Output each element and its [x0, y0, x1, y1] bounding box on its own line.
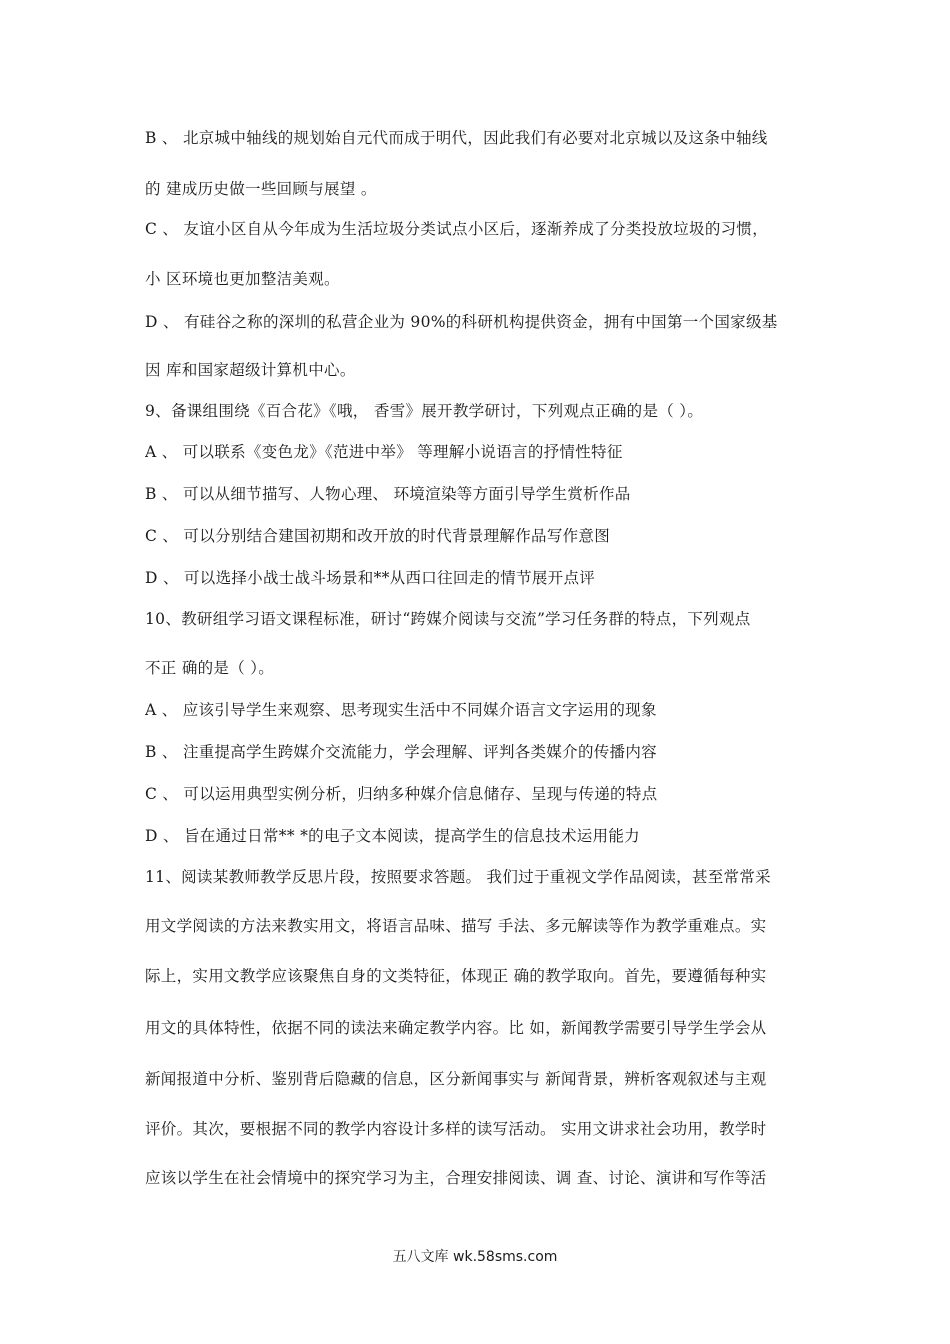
text-line: 评价。其次，要根据不同的教学内容设计多样的读写活动。 实用文讲求社会功用，教学时 [145, 1120, 767, 1138]
question-11-stem: 11、阅读某教师教学反思片段，按照要求答题。 我们过于重视文学作品阅读，甚至常常采 [145, 868, 771, 886]
text-line: 际上，实用文教学应该聚焦自身的文类特征，体现正 确的教学取向。首先，要遵循每种实 [145, 967, 767, 985]
text-line: D 、 有硅谷之称的深圳的私营企业为 90%的科研机构提供资金，拥有中国第一个国家级基 [145, 313, 778, 331]
text-line: 小 区环境也更加整洁美观。 [145, 270, 340, 288]
text-line: 应该以学生在社会情境中的探究学习为主，合理安排阅读、调 查、讨论、演讲和写作等活 [145, 1169, 767, 1187]
text-line: 用文的具体特性，依据不同的读法来确定教学内容。比 如，新闻教学需要引导学生学会从 [145, 1019, 767, 1037]
question-10-option-d: D 、 旨在通过日常** *的电子文本阅读，提高学生的信息技术运用能力 [145, 827, 640, 845]
question-9-option-a: A 、 可以联系《变色龙》《范进中举》 等理解小说语言的抒情性特征 [145, 443, 623, 461]
page-footer: 五八文库 wk.58sms.com [392, 1249, 558, 1265]
question-9-option-b: B 、 可以从细节描写、人物心理、 环境渲染等方面引导学生赏析作品 [145, 485, 631, 503]
question-10-option-a: A 、 应该引导学生来观察、思考现实生活中不同媒介语言文字运用的现象 [145, 701, 657, 719]
question-9-option-c: C 、 可以分别结合建国初期和改开放的时代背景理解作品写作意图 [145, 527, 611, 545]
text-line: 新闻报道中分析、鉴别背后隐藏的信息，区分新闻事实与 新闻背景，辨析客观叙述与主观 [145, 1070, 767, 1088]
text-line: 用文学阅读的方法来教实用文，将语言品味、描写 手法、多元解读等作为教学重难点。实 [145, 917, 767, 935]
question-10-stem: 10、教研组学习语文课程标准，研讨“跨媒介阅读与交流”学习任务群的特点，下列观点 [145, 610, 751, 628]
question-10-option-b: B 、 注重提高学生跨媒介交流能力，学会理解、评判各类媒介的传播内容 [145, 743, 657, 761]
question-9-stem: 9、备课组围绕《百合花》《哦， 香雪》展开教学研讨，下列观点正确的是（ ）。 [145, 402, 704, 420]
question-10-option-c: C 、 可以运用典型实例分析，归纳多种媒介信息储存、呈现与传递的特点 [145, 785, 658, 803]
text-line: B 、 北京城中轴线的规划始自元代而成于明代，因此我们有必要对北京城以及这条中轴线 [145, 129, 768, 147]
text-line: C 、 友谊小区自从今年成为生活垃圾分类试点小区后，逐渐养成了分类投放垃圾的习惯， [145, 220, 769, 238]
text-line: 因 库和国家超级计算机中心。 [145, 361, 356, 379]
text-line: 的 建成历史做一些回顾与展望 。 [145, 180, 377, 198]
question-9-option-d: D 、 可以选择小战士战斗场景和**从西口往回走的情节展开点评 [145, 569, 596, 587]
question-10-stem-cont: 不正 确的是（ ）。 [145, 659, 275, 677]
